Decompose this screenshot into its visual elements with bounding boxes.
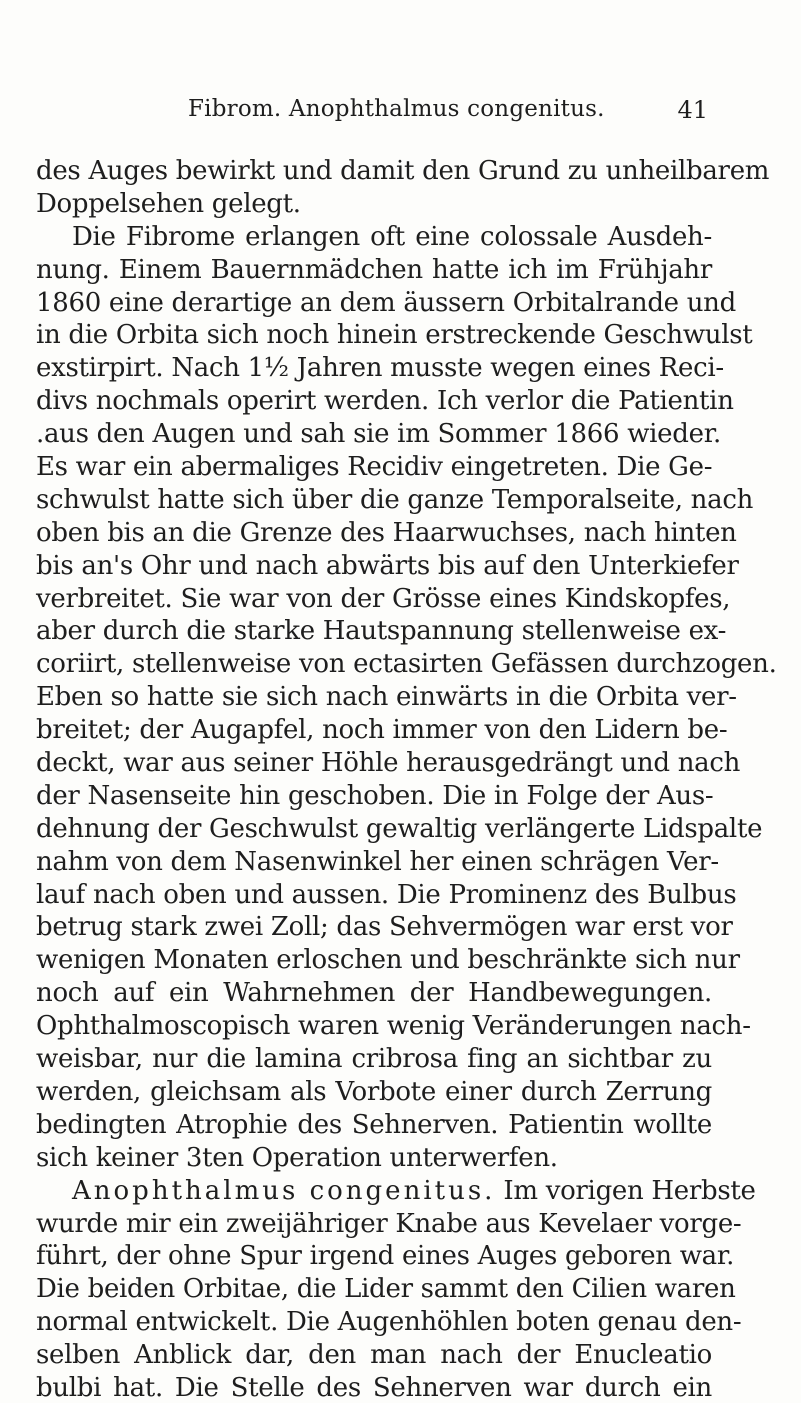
- text-line: 1860 eine derartige an dem äussern Orbitalrande und: [36, 287, 736, 318]
- text-line: [36, 1175, 756, 1208]
- spaced-heading-text: Anophthalmus congenitus.: [72, 1175, 496, 1206]
- text-line: der Nasenseite hin geschoben. Die in Folge der Aus-: [36, 780, 714, 811]
- text-line: deckt, war aus seiner Höhle herausgedrängt und nach: [36, 748, 741, 779]
- text-line: dehnung der Geschwulst gewaltig verlängerte Lidspalte: [36, 813, 763, 844]
- text-line: Eben so hatte sie sich nach einwärts in die Orbita ver-: [36, 682, 737, 713]
- text-line: oben bis an die Grenze des Haarwuchses, nach hinten: [36, 517, 737, 548]
- text-line: führt, der ohne Spur irgend eines Auges geboren war.: [36, 1241, 735, 1272]
- text-line: divs nochmals operirt werden. Ich verlor die Patientin: [36, 386, 734, 417]
- page-number: 41: [677, 96, 708, 124]
- text-line: Die Fibrome erlangen oft eine colossale Ausdeh-: [72, 221, 712, 252]
- text-line: verbreitet. Sie war von der Grösse eines Kindskopfes,: [36, 583, 731, 614]
- text-line: Ophthalmoscopisch waren wenig Veränderungen nach-: [36, 1011, 751, 1042]
- text-line: .aus den Augen und sah sie im Sommer 1866 wieder.: [36, 419, 721, 450]
- text-line: in die Orbita sich noch hinein erstreckende Geschwulst: [36, 320, 753, 351]
- text-line: normal entwickelt. Die Augenhöhlen boten genau den-: [36, 1307, 742, 1338]
- text-line: schwulst hatte sich über die ganze Temporalseite, nach: [36, 484, 754, 515]
- line-text: Im vorigen Herbste: [495, 1175, 756, 1206]
- text-line: coriirt, stellenweise von ectasirten Gefässen durchzogen.: [36, 649, 777, 680]
- text-line: lauf nach oben und aussen. Die Prominenz des Bulbus: [36, 879, 737, 910]
- text-line: bulbi hat. Die Stelle des Sehnerven war durch ein: [36, 1372, 712, 1403]
- text-line: des Auges bewirkt und damit den Grund zu unheilbarem: [36, 156, 770, 186]
- text-line: Die beiden Orbitae, die Lider sammt den Cilien waren: [36, 1274, 736, 1305]
- text-line: nung. Einem Bauernmädchen hatte ich im Frühjahr: [36, 254, 712, 285]
- text-line: wurde mir ein zweijähriger Knabe aus Kevelaer vorge-: [36, 1208, 742, 1239]
- text-line: nahm von dem Nasenwinkel her einen schrägen Ver-: [36, 846, 719, 877]
- text-line: wenigen Monaten erloschen und beschränkte sich nur: [36, 945, 740, 976]
- text-line: exstirpirt. Nach 1½ Jahren musste wegen eines Reci-: [36, 353, 724, 384]
- text-line: noch auf ein Wahrnehmen der Handbewegungen.: [36, 978, 712, 1009]
- text-line: sich keiner 3ten Operation unterwerfen.: [36, 1142, 558, 1173]
- text-line: bedingten Atrophie des Sehnerven. Patientin wollte: [36, 1109, 712, 1140]
- text-line: aber durch die starke Hautspannung stellenweise ex-: [36, 616, 727, 647]
- text-line: Es war ein abermaliges Recidiv eingetreten. Die Ge-: [36, 452, 713, 483]
- text-line: weisbar, nur die lamina cribrosa fing an sichtbar zu: [36, 1044, 712, 1075]
- text-line: bis an's Ohr und nach abwärts bis auf den Unterkiefer: [36, 550, 739, 581]
- text-line: Doppelsehen gelegt.: [36, 188, 301, 219]
- text-line: selben Anblick dar, den man nach der Enucleatio: [36, 1340, 712, 1371]
- text-line: betrug stark zwei Zoll; das Sehvermögen war erst vor: [36, 912, 733, 943]
- text-line: breitet; der Augapfel, noch immer von den Lidern be-: [36, 715, 728, 746]
- text-line: werden, gleichsam als Vorbote einer durch Zerrung: [36, 1076, 712, 1107]
- running-head: [0, 96, 801, 136]
- body-text: [36, 155, 777, 1405]
- running-head-title: Fibrom. Anophthalmus congenitus.: [188, 96, 605, 122]
